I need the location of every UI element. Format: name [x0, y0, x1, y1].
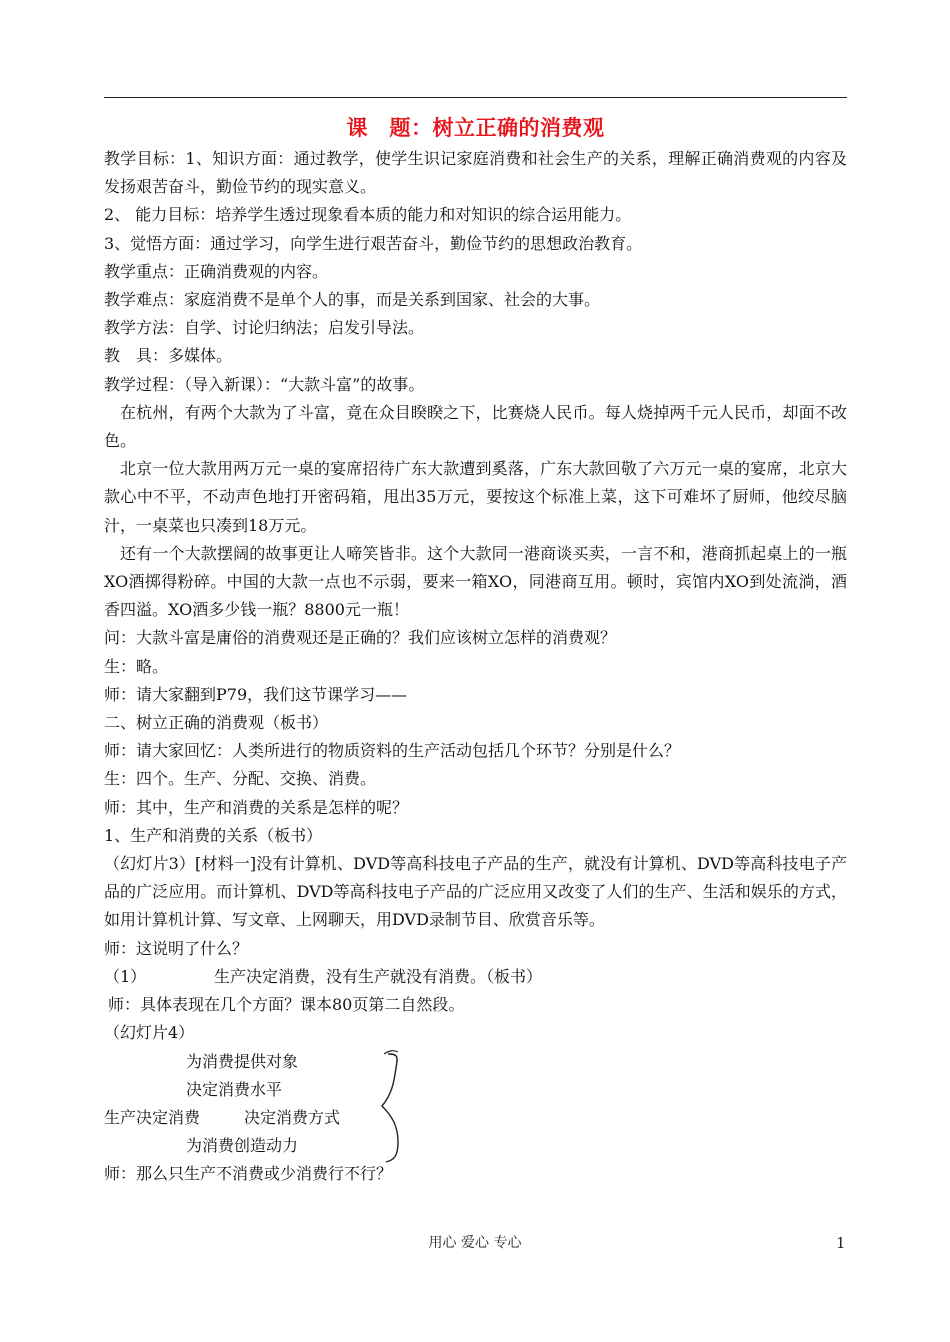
paragraph: 问：大款斗富是庸俗的消费观还是正确的？我们应该树立怎样的消费观？ — [104, 628, 617, 648]
diagram-branch: 为消费提供对象 — [186, 1051, 299, 1071]
paragraph: 教 具：多媒体。 — [104, 346, 233, 366]
paragraph: 生：四个。生产、分配、交换、消费。 — [104, 769, 377, 789]
header-rule — [104, 97, 847, 98]
page-footer: 用心 爱心 专心 — [428, 1235, 522, 1251]
diagram-branch: 为消费创造动力 — [186, 1135, 299, 1155]
paragraph: 教学难点：家庭消费不是单个人的事，而是关系到国家、社会的大事。 — [104, 290, 601, 310]
lesson-title: 课 题：树立正确的消费观 — [346, 115, 605, 140]
paragraph: 师：请大家回忆：人类所进行的物质资料的生产活动包括几个环节？分别是什么？ — [104, 741, 681, 761]
item-text: 生产决定消费，没有生产就没有消费。（板书） — [214, 966, 543, 986]
paragraph: 二、树立正确的消费观（板书） — [104, 713, 329, 733]
diagram-root: 生产决定消费 — [104, 1107, 201, 1127]
paragraph: 师：其中，生产和消费的关系是怎样的呢？ — [104, 797, 409, 817]
diagram-brace — [364, 1046, 424, 1164]
paragraph: 教学方法：自学、讨论归纳法；启发引导法。 — [104, 318, 425, 338]
paragraph: 在杭州，有两个大款为了斗富，竟在众目睽睽之下，比赛烧人民币。每人烧掉两千元人民币，却面不改色。 — [104, 402, 847, 451]
paragraph: 2、 能力目标：培养学生透过现象看本质的能力和对知识的综合运用能力。 — [104, 205, 632, 225]
paragraph: 师：请大家翻到P79，我们这节课学习—— — [104, 684, 408, 704]
diagram-branch: 决定消费水平 — [186, 1079, 283, 1099]
production-consumption-diagram — [104, 1048, 847, 1160]
paragraph: 师：这说明了什么？ — [104, 938, 249, 958]
paragraph: 教学重点：正确消费观的内容。 — [104, 261, 329, 281]
numbered-item — [104, 963, 847, 991]
paragraph: 1、生产和消费的关系（板书） — [104, 825, 323, 845]
paragraph: （幻灯片4） — [104, 1023, 195, 1043]
page-number: 1 — [836, 1234, 846, 1252]
paragraph: 还有一个大款摆阔的故事更让人啼笑皆非。这个大款同一港商谈买卖，一言不和，港商抓起桌上的一瓶XO酒掷得粉碎。中国的大款一点也不示弱，要来一箱XO，同港商互用。顿时，宾馆内XO到处流淌，酒香四溢。XO酒多少钱一瓶？8800元一瓶！ — [104, 543, 847, 620]
paragraph: 师：具体表现在几个方面？课本80页第二自然段。 — [108, 995, 465, 1015]
paragraph: 师：那么只生产不消费或少消费行不行？ — [104, 1163, 393, 1183]
paragraph: 教学过程：（导入新课）：“大款斗富”的故事。 — [104, 374, 425, 394]
diagram-branch: 决定消费方式 — [244, 1107, 341, 1127]
item-number: （1） — [104, 966, 147, 986]
paragraph: （幻灯片3）[材料一]没有计算机、DVD等高科技电子产品的生产，就没有计算机、DVD等高科技电子产品的广泛应用。而计算机、DVD等高科技电子产品的广泛应用又改变了人们的生产、生活和娱乐的方式，如用计算机计算、写文章、上网聊天，用DVD录制节目、欣赏音乐等。 — [104, 854, 847, 930]
paragraph: 生：略。 — [104, 656, 169, 676]
paragraph: 3、觉悟方面：通过学习，向学生进行艰苦奋斗，勤俭节约的思想政治教育。 — [104, 233, 643, 253]
paragraph: 教学目标：1、知识方面：通过教学，使学生识记家庭消费和社会生产的关系，理解正确消费观的内容及发扬艰苦奋斗，勤俭节约的现实意义。 — [104, 149, 847, 197]
document-body — [104, 145, 847, 1188]
paragraph: 北京一位大款用两万元一桌的宴席招待广东大款遭到奚落，广东大款回敬了六万元一桌的宴席，北京大款心中不平，不动声色地打开密码箱，甩出35万元，要按这个标准上菜，这下可难坏了厨师，他绞尽脑汁，一桌菜也只凑到18万元。 — [104, 459, 847, 535]
